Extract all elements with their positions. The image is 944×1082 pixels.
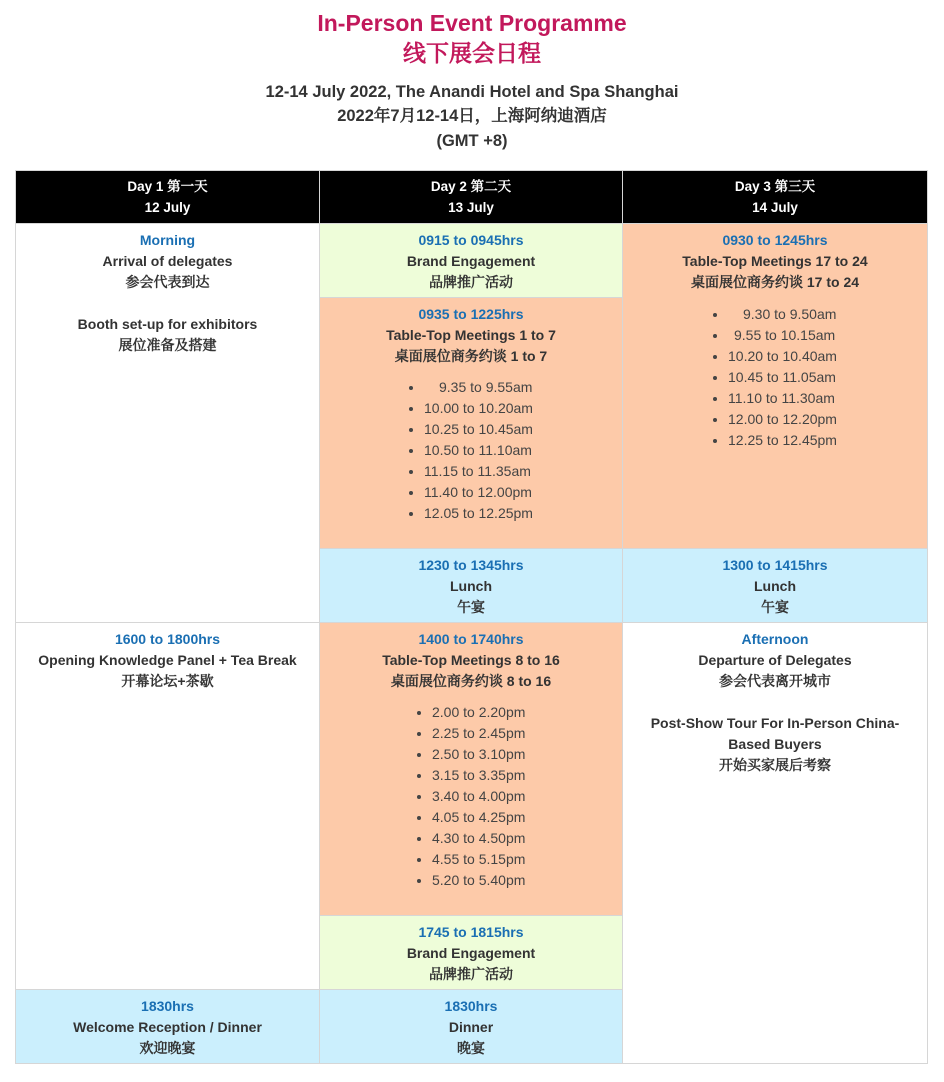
session-title: Lunch (754, 578, 796, 594)
day2-table-top-meetings-afternoon-cell (320, 623, 623, 916)
meeting-slot: • 12.05 to 12.25pm (424, 503, 622, 524)
session-title-chinese: 桌面展位商务约谈 8 to 16 (390, 673, 552, 689)
session-title: Lunch (450, 578, 492, 594)
day-2-header (320, 171, 623, 224)
meeting-slot: • 12.00 to 12.20pm (728, 409, 927, 430)
session-title-chinese: 欢迎晚宴 (139, 1040, 196, 1056)
meeting-slot-list (320, 377, 622, 524)
page-title-chinese: 线下展会日程 (403, 40, 541, 66)
session-title: Departure of Delegates (698, 652, 852, 668)
session-title-chinese: 参会代表到达 (125, 274, 210, 290)
session-title: Brand Engagement (406, 253, 536, 269)
session-title: Table-Top Meetings 17 to 24 (682, 253, 868, 269)
session-time: 0915 to 0945hrs (418, 232, 524, 248)
day1-welcome-reception-cell (16, 990, 320, 1064)
session-title: Welcome Reception / Dinner (73, 1019, 262, 1035)
session-time: 1600 to 1800hrs (114, 631, 221, 647)
session-title: Booth set-up for exhibitors (77, 316, 258, 332)
session-title-chinese: 品牌推广活动 (429, 274, 513, 290)
session-time: 1830hrs (141, 998, 194, 1014)
day3-afternoon-cell (623, 623, 928, 1064)
day-label: Day 2 第二天 (430, 179, 512, 194)
session-time: 0935 to 1225hrs (418, 306, 524, 322)
day-label: Day 1 第一天 (127, 179, 208, 194)
meeting-slot: • 5.20 to 5.40pm (432, 870, 622, 891)
day-date: 13 July (448, 200, 494, 215)
session-time: Morning (139, 232, 196, 248)
session-title-chinese: 开幕论坛+茶歇 (121, 673, 214, 689)
day2-table-top-meetings-morning-cell (320, 298, 623, 549)
schedule-table (15, 170, 928, 1064)
session-time: 1745 to 1815hrs (418, 924, 524, 940)
day2-brand-engagement-cell (320, 224, 623, 298)
meeting-slot: • 10.45 to 11.05am (728, 367, 927, 388)
meeting-slot: • 10.00 to 10.20am (424, 398, 622, 419)
meeting-slot: • 2.00 to 2.20pm (432, 702, 622, 723)
session-time: Afternoon (741, 631, 809, 647)
session-title-chinese: 参会代表离开城市 (719, 673, 831, 689)
day2-dinner-cell (320, 990, 623, 1064)
day1-opening-panel-cell (16, 623, 320, 990)
meeting-slot: • 11.40 to 12.00pm (424, 482, 622, 503)
schedule-header-row (16, 171, 928, 224)
day3-table-top-meetings-cell (623, 224, 928, 549)
meeting-slot-list (320, 702, 622, 891)
session-time: 1230 to 1345hrs (418, 557, 524, 573)
page-title: In-Person Event Programme (317, 10, 627, 36)
event-date-venue: 12-14 July 2022, The Anandi Hotel and Spa Shanghai (265, 83, 679, 101)
session-title-chinese: 开始买家展后考察 (719, 757, 831, 773)
day-1-header (16, 171, 320, 224)
meeting-slot: • 10.25 to 10.45am (424, 419, 622, 440)
day3-lunch-cell (623, 549, 928, 623)
session-title: Post-Show Tour For In-Person China- (650, 715, 900, 731)
session-title-chinese: 展位准备及搭建 (118, 337, 217, 353)
day2-brand-engagement-evening-cell (320, 916, 623, 990)
meeting-slot: • 11.15 to 11.35am (424, 461, 622, 482)
event-date-venue-chinese: 2022年7月12-14日，上海阿纳迪酒店 (337, 107, 607, 125)
meeting-slot: • 9.30 to 9.50am (728, 304, 927, 325)
day2-lunch-cell (320, 549, 623, 623)
session-title: Table-Top Meetings 1 to 7 (386, 327, 556, 343)
day-label: Day 3 第三天 (734, 179, 816, 194)
day1-morning-cell (16, 224, 320, 623)
session-time: 1830hrs (444, 998, 498, 1014)
session-title-chinese: 午宴 (457, 599, 485, 615)
day-date: 14 July (752, 200, 798, 215)
session-title-chinese: 桌面展位商务约谈 17 to 24 (690, 274, 860, 290)
meeting-slot: • 3.15 to 3.35pm (432, 765, 622, 786)
session-title: Dinner (448, 1019, 494, 1035)
session-title-chinese: 桌面展位商务约谈 1 to 7 (394, 348, 548, 364)
session-title: Opening Knowledge Panel + Tea Break (38, 652, 297, 668)
meeting-slot: • 10.50 to 11.10am (424, 440, 622, 461)
meeting-slot: • 4.30 to 4.50pm (432, 828, 622, 849)
session-title: Based Buyers (728, 736, 822, 752)
meeting-slot: • 2.50 to 3.10pm (432, 744, 622, 765)
session-title-chinese: 午宴 (761, 599, 789, 615)
session-title: Table-Top Meetings 8 to 16 (382, 652, 560, 668)
session-time: 1400 to 1740hrs (418, 631, 524, 647)
meeting-slot: • 2.25 to 2.45pm (432, 723, 622, 744)
session-title: Brand Engagement (406, 945, 536, 961)
meeting-slot: • 4.05 to 4.25pm (432, 807, 622, 828)
session-title-chinese: 晚宴 (457, 1040, 485, 1056)
meeting-slot: • 11.10 to 11.30am (728, 388, 927, 409)
meeting-slot: • 9.55 to 10.15am (728, 325, 927, 346)
event-timezone: (GMT +8) (436, 132, 508, 150)
meeting-slot: • 9.35 to 9.55am (424, 377, 622, 398)
meeting-slot-list (623, 304, 927, 451)
day-date: 12 July (144, 200, 191, 215)
meeting-slot: • 12.25 to 12.45pm (728, 430, 927, 451)
session-title-chinese: 品牌推广活动 (429, 966, 513, 982)
session-time: 1300 to 1415hrs (722, 557, 828, 573)
session-time: 0930 to 1245hrs (722, 232, 828, 248)
day-3-header (623, 171, 928, 224)
meeting-slot: • 10.20 to 10.40am (728, 346, 927, 367)
session-title: Arrival of delegates (102, 253, 233, 269)
meeting-slot: • 4.55 to 5.15pm (432, 849, 622, 870)
meeting-slot: • 3.40 to 4.00pm (432, 786, 622, 807)
